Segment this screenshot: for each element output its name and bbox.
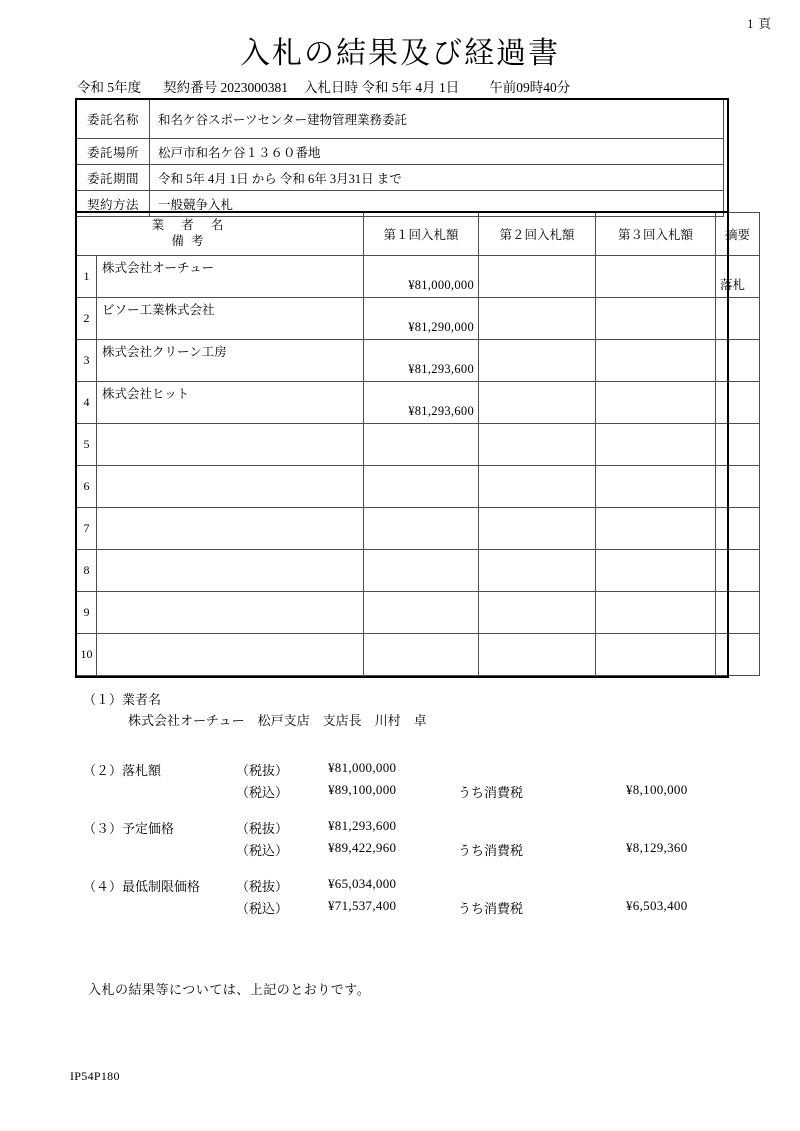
summary-winning-tax-value: ¥8,100,000 [626,782,688,797]
page-title: 入札の結果及び経過書 [240,37,560,70]
bid-amount-cell-3 [596,634,716,676]
table-row [77,165,724,191]
vendor-name-cell [97,592,364,634]
summary-winning-tax-label: うち消費税 [458,785,524,800]
info-value-name: 和名ケ谷スポーツセンター建物管理業務委託 [150,100,724,139]
summary-winning-incl-label: （税込） [236,785,289,800]
table-row [77,592,760,634]
note-cell [716,508,760,550]
summary-planned-incl-label: （税込） [236,843,289,858]
row-number: 9 [77,592,97,634]
header-round2: 第２回入札額 [479,213,596,256]
header-round3: 第３回入札額 [596,213,716,256]
table-row [77,298,760,340]
bid-amount-cell-1 [364,550,479,592]
bid-time-value: 午前09時40分 [489,80,571,95]
summary-winning-excl-value: ¥81,000,000 [328,760,397,775]
header-vendor-name [77,213,364,256]
bid-amount-cell-1 [364,298,479,340]
table-row [77,139,724,165]
info-label-name: 委託名称 [77,100,150,139]
contract-meta-line [77,76,570,96]
note-cell [716,466,760,508]
vendor-name-cell [97,550,364,592]
summary-winning-excl-label: （税抜） [236,763,289,778]
info-value-method: 一般競争入札 [150,191,724,217]
summary-planned-excl-label: （税抜） [236,821,289,836]
bid-amount-text: ¥81,000,000 [408,278,475,292]
bid-amount-cell-1 [364,424,479,466]
info-label-place: 委託場所 [77,139,150,165]
table-row [77,424,760,466]
vendor-name-cell [97,466,364,508]
note-cell [716,298,760,340]
summary-minimum-tax-label: うち消費税 [458,901,524,916]
note-cell [716,592,760,634]
vendor-name-text: 株式会社クリーン工房 [102,345,227,359]
vendor-name-cell [97,634,364,676]
bid-amount-cell-1 [364,466,479,508]
bid-amount-text: ¥81,293,600 [408,404,475,418]
contract-number-value: 2023000381 [220,80,288,95]
bid-amount-cell-3 [596,424,716,466]
row-number: 8 [77,550,97,592]
summary-planned-tax-value: ¥8,129,360 [626,840,688,855]
summary-vendor-value: 株式会社オーチュー 松戸支店 支店長 川村 卓 [128,713,427,728]
bid-amount-text: ¥81,290,000 [408,320,475,334]
bid-amount-cell-2 [479,550,596,592]
row-number: 7 [77,508,97,550]
bid-amount-cell-1 [364,382,479,424]
bid-amount-cell-3 [596,550,716,592]
bid-amount-text: ¥81,293,600 [408,362,475,376]
summary-minimum-label: （４）最低制限価格 [83,879,201,894]
note-cell [716,424,760,466]
vendor-name-cell [97,298,364,340]
bid-datetime-label: 入札日時 [304,80,358,95]
table-row [77,256,760,298]
bid-amount-cell-3 [596,382,716,424]
summary-planned-incl-value: ¥89,422,960 [328,840,397,855]
page-number: 1 頁 [747,17,772,31]
summary-minimum-excl-value: ¥65,034,000 [328,876,397,891]
row-number: 3 [77,340,97,382]
bid-date-value: 令和 5年 4月 1日 [361,80,460,95]
summary-planned-excl-value: ¥81,293,600 [328,818,397,833]
vendor-name-cell [97,508,364,550]
bid-amount-cell-1 [364,340,479,382]
bid-amount-cell-1 [364,592,479,634]
row-number: 2 [77,298,97,340]
info-label-method: 契約方法 [77,191,150,217]
fiscal-year: 令和 5年度 [77,80,142,95]
row-number: 6 [77,466,97,508]
note-cell [716,634,760,676]
contract-number-label: 契約番号 [163,80,218,95]
document-id: IP54P180 [70,1069,120,1083]
bid-amount-cell-3 [596,298,716,340]
vendor-name-text: 株式会社ヒット [102,387,190,401]
bid-amount-cell-2 [479,340,596,382]
vendor-name-text: 株式会社オーチュー [102,261,215,275]
summary-vendor-label: （１）業者名 [83,692,162,707]
summary-winning-label: （２）落札額 [83,763,162,778]
table-row [77,340,760,382]
bid-amount-cell-1 [364,634,479,676]
bid-amount-cell-2 [479,508,596,550]
summary-minimum-incl-label: （税込） [236,901,289,916]
bid-amount-cell-2 [479,424,596,466]
contract-info-table [76,99,724,217]
note-cell [716,340,760,382]
vendor-name-cell [97,424,364,466]
table-header-row [77,213,760,256]
header-vendor-line2: 備考 [171,234,211,248]
summary-minimum-tax-value: ¥6,503,400 [626,898,688,913]
table-row [77,382,760,424]
bid-amount-cell-3 [596,508,716,550]
row-number: 1 [77,256,97,298]
summary-planned-tax-label: うち消費税 [458,843,524,858]
row-number: 5 [77,424,97,466]
vendor-name-cell [97,340,364,382]
bid-amount-cell-2 [479,634,596,676]
summary-planned-label: （３）予定価格 [83,821,175,836]
bid-amount-cell-2 [479,256,596,298]
info-label-period: 委託期間 [77,165,150,191]
bid-amount-cell-2 [479,382,596,424]
bid-amount-cell-2 [479,298,596,340]
bid-amount-cell-2 [479,592,596,634]
bid-amount-cell-2 [479,466,596,508]
note-cell [716,550,760,592]
bid-results-table [76,212,760,676]
bid-amount-cell-3 [596,256,716,298]
header-round1: 第１回入札額 [364,213,479,256]
table-row [77,550,760,592]
summary-minimum-excl-label: （税抜） [236,879,289,894]
info-value-period: 令和 5年 4月 1日 から 令和 6年 3月31日 まで [150,165,724,191]
note-text: 落札 [720,278,746,292]
header-vendor-line1: 業 者 名 [151,218,231,233]
bid-amount-cell-3 [596,340,716,382]
bid-amount-cell-1 [364,508,479,550]
bid-amount-cell-1 [364,256,479,298]
bid-amount-cell-3 [596,592,716,634]
vendor-name-cell [97,256,364,298]
note-cell [716,256,760,298]
note-cell [716,382,760,424]
table-row [77,100,724,139]
table-row [77,466,760,508]
closing-statement: 入札の結果等については、上記のとおりです。 [88,982,371,997]
row-number: 4 [77,382,97,424]
vendor-name-text: ビソー工業株式会社 [102,303,215,317]
header-note: 摘要 [716,213,760,256]
info-value-place: 松戸市和名ケ谷１３６０番地 [150,139,724,165]
table-row [77,634,760,676]
table-row [77,508,760,550]
row-number: 10 [77,634,97,676]
summary-minimum-incl-value: ¥71,537,400 [328,898,397,913]
vendor-name-cell [97,382,364,424]
bid-amount-cell-3 [596,466,716,508]
summary-winning-incl-value: ¥89,100,000 [328,782,397,797]
